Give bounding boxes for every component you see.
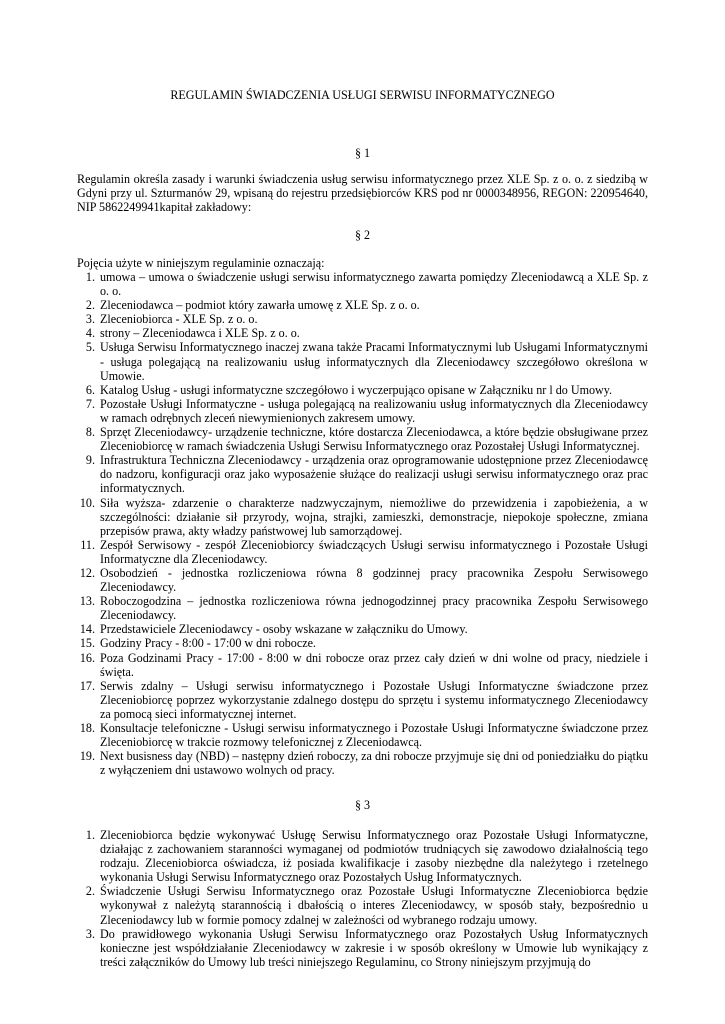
- list-item-number: 1.: [85, 270, 95, 284]
- list-item-number: 12.: [79, 565, 95, 580]
- list-item-number: 11.: [80, 537, 95, 552]
- definition-item: [77, 651, 648, 679]
- definition-item: [77, 397, 648, 425]
- list-item-text: Zleceniobiorca będzie wykonywać Usługę Serwisu Informatycznego oraz Pozostałe Usługi Informatyczne, działając z zachowaniem staranności wymaganej od podmiotów trudniących się zawodowo działalnością tego rodzaju. Zleceniobiorca oświadcza, iż posiada kwalifikacje i zasoby niezbędne dla należytego i rzetelnego wykonania Usługi Serwisu Informatycznego oraz Pozostałych Usług Informatycznych.: [100, 828, 648, 885]
- definition-item: [77, 453, 648, 495]
- list-item-text: Osobodzień - jednostka rozliczeniowa równa 8 godzinnej pracy pracownika Zespołu Serwisowego Zleceniodawcy.: [100, 565, 648, 595]
- list-item-text: Konsultacje telefoniczne - Usługi serwisu informatycznego i Pozostałe Usługi Informatyczne świadczone przez Zleceniobiorcę w trakcie rozmowy telefonicznej z Zleceniodawcą.: [100, 721, 648, 750]
- list-item-number: 18.: [79, 721, 95, 735]
- list-item-number: 13.: [79, 594, 95, 609]
- list-item-text: Serwis zdalny – Usługi serwisu informatycznego i Pozostałe Usługi Informatyczne świadczone przez Zleceniobiorcę poprzez wykorzystanie zdalnego dostępu do sprzętu i systemu informatycznego Zleceniodawcy za pomocą sieci informatycznej internet.: [100, 678, 648, 721]
- list-item-number: 5.: [85, 340, 95, 355]
- list-item-text: Przedstawiciele Zleceniodawcy - osoby wskazane w załączniku do Umowy.: [100, 622, 468, 637]
- list-item-text: Do prawidłowego wykonania Usługi Serwisu Informatycznego oraz Pozostałych Usług Informatycznych konieczne jest współdziałanie Zleceniodawcy w zakresie i w sposób określony w Umowie lub wynikający z treści załączników do Umowy lub treści niniejszego Regulaminu, co Strony niniejszym przyjmują do: [100, 926, 648, 969]
- list-item-text: Siła wyższa- zdarzenie o charakterze nadzwyczajnym, niemożliwe do przewidzenia i zapobieżenia, a w szczególności: działanie sił przyrody, wojna, strajki, zamieszki, demonstracje, niepokoje społeczne, zmiana przepisów prawa, akty władzy państwowej lub samorządowej.: [100, 495, 648, 538]
- definition-item: [77, 383, 648, 397]
- list-item-number: 4.: [85, 326, 95, 341]
- list-item-text: Poza Godzinami Pracy - 17:00 - 8:00 w dni robocze oraz przez cały dzień w dni wolne od pracy, niedziele i święta.: [100, 650, 648, 679]
- list-item-text: umowa – umowa o świadczenie usługi serwisu informatycznego zawarta pomiędzy Zleceniodawcą a XLE Sp. z o. o.: [100, 270, 648, 299]
- section-3-heading: § 3: [354, 798, 371, 812]
- list-item-text: Infrastruktura Techniczna Zleceniodawcy - urządzenia oraz oprogramowanie udostępnione przez Zleceniodawcę do nadzoru, konfiguracji oraz jako wyposażenie służące do realizacji usługi serwisu informatycznego oraz prac informatycznych.: [100, 453, 648, 496]
- definition-item: [77, 298, 648, 312]
- list-item-number: 6.: [85, 382, 95, 397]
- list-item-text: Sprzęt Zleceniodawcy- urządzenie techniczne, które dostarcza Zleceniodawca, a które będzie obsługiwane przez Zleceniobiorcę w ramach świadczenia Usługi Serwisu Informatycznego oraz Pozostałej Usługi Informatycznej.: [100, 425, 648, 454]
- document-title: REGULAMIN ŚWIADCZENIA USŁUGI SERWISU INFORMATYCZNEGO: [170, 88, 555, 102]
- list-item-text: strony – Zleceniodawca i XLE Sp. z o. o.: [100, 326, 300, 341]
- list-item-number: 3.: [85, 312, 95, 327]
- definition-item: [77, 622, 648, 636]
- list-item-number: 17.: [79, 678, 95, 693]
- list-item-number: 10.: [79, 495, 95, 510]
- list-item-text: Usługa Serwisu Informatycznego inaczej zwana także Pracami Informatycznymi lub Usługami Informatycznymi - usługa polegającą na realizowaniu usług informatycznych dla Zleceniodawcy szczegółowo określona w Umowie.: [100, 340, 648, 383]
- list-item-number: 14.: [79, 622, 95, 637]
- list-item-text: Katalog Usług - usługi informatyczne szczegółowo i wyczerpująco opisane w Załączniku nr l do Umowy.: [100, 382, 613, 397]
- list-item-text: Roboczogodzina – jednostka rozliczeniowa równa jednogodzinnej pracy pracownika Zespołu Serwisowego Zleceniodawcy.: [100, 594, 648, 623]
- definition-item: [77, 749, 648, 777]
- definition-item: [77, 425, 648, 453]
- definition-item: [77, 594, 648, 622]
- section-2-heading: § 2: [354, 228, 371, 242]
- list-item-number: 8.: [85, 425, 95, 440]
- list-item-number: 16.: [79, 650, 95, 665]
- definition-item: [77, 312, 648, 326]
- list-item-text: Zespół Serwisowy - zespół Zleceniobiorcy świadczących Usługi serwisu informatycznego i Pozostałe Usługi Informatyczne dla Zleceniodawcy.: [100, 537, 648, 566]
- list-item-number: 7.: [85, 396, 95, 411]
- list-item-number: 19.: [79, 749, 95, 764]
- section-3-item: [77, 828, 648, 884]
- list-item-number: 2.: [85, 298, 95, 313]
- section-1-text: Regulamin określa zasady i warunki świadczenia usług serwisu informatycznego przez XLE Sp. z o. o. z siedzibą w Gdyni przy ul. Szturmanów 29, wpisaną do rejestru przedsiębiorców KRS pod nr 0000348956, REGON: 220954640, NIP 5862249941kapitał zakładowy:: [77, 172, 648, 215]
- definition-item: [77, 721, 648, 749]
- section-1-heading: § 1: [354, 146, 371, 160]
- list-item-number: 9.: [85, 453, 95, 468]
- section-3-item: [77, 884, 648, 926]
- definition-item: [77, 566, 648, 594]
- list-item-text: Next busisness day (NBD) – następny dzień roboczy, za dni robocze przyjmuje się dni od poniedziałku do piątku z wyłączeniem dni ustawowo wolnych od pracy.: [100, 749, 648, 778]
- list-item-text: Pozostałe Usługi Informatyczne - usługa polegającą na realizowaniu usług informatycznych dla Zleceniodawcy w ramach odrębnych zleceń niewymienionych zakresem umowy.: [100, 396, 648, 425]
- list-item-number: 15.: [79, 636, 95, 651]
- list-item-text: Zleceniobiorca - XLE Sp. z o. o.: [100, 312, 258, 327]
- list-item-text: Świadczenie Usługi Serwisu Informatycznego oraz Pozostałe Usługi Informatyczne Zleceniobiorca będzie wykonywał z należytą starannością i dbałością o interes Zleceniodawcy, w sposób stały, bezpośrednio u Zleceniodawcy lub w formie pomocy zdalnej w zależności od wybranego rodzaju umowy.: [100, 884, 648, 927]
- definition-item: [77, 326, 648, 340]
- list-item-number: 3.: [85, 926, 95, 941]
- list-item-text: Zleceniodawca – podmiot który zawarła umowę z XLE Sp. z o. o.: [100, 298, 420, 313]
- definition-item: [77, 270, 648, 298]
- list-item-text: Godziny Pracy - 8:00 - 17:00 w dni robocze.: [100, 636, 316, 651]
- list-item-number: 2.: [85, 884, 95, 899]
- definition-item: [77, 679, 648, 721]
- definition-item: [77, 496, 648, 538]
- section-3-item: [77, 927, 648, 969]
- section-3-list: [77, 828, 648, 969]
- section-2-intro: Pojęcia użyte w niniejszym regulaminie oznaczają:: [77, 256, 325, 270]
- definitions-list: [77, 270, 648, 777]
- definition-item: [77, 636, 648, 650]
- list-item-number: 1.: [85, 828, 95, 842]
- definition-item: [77, 340, 648, 382]
- definition-item: [77, 538, 648, 566]
